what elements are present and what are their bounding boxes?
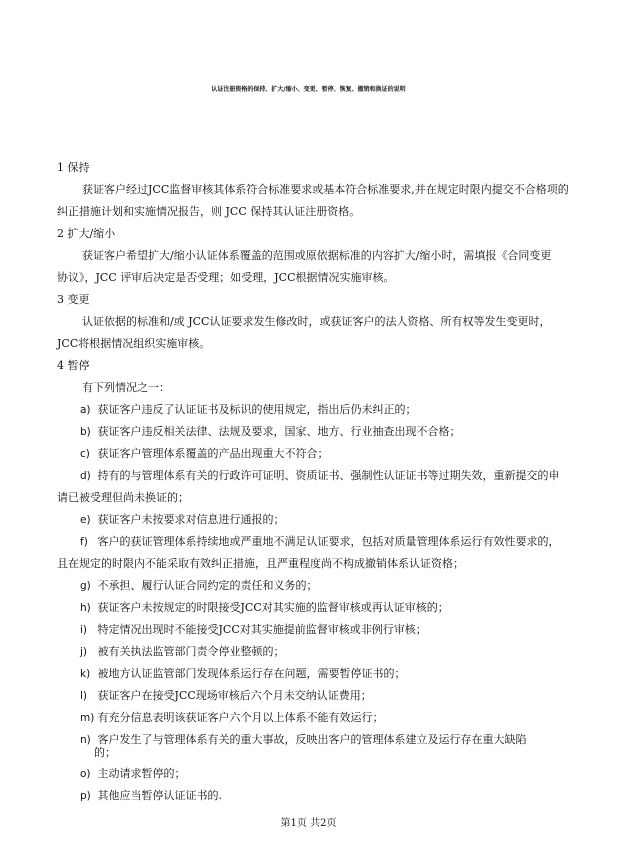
list-item: h) 获证客户未按规定的时限接受JCC对其实施的监督审核或再认证审核的； — [80, 601, 449, 614]
list-item: d) 持有的与管理体系有关的行政许可证明、资质证书、强制性认证证书等过期失效，重新提交的申 — [80, 469, 560, 482]
list-item-continuation: 的； — [94, 746, 116, 759]
section-1-line-1: 获证客户经过JCC监督审核其体系符合标准要求或基本符合标准要求,并在规定时限内提交不合格项的 — [82, 183, 569, 196]
section-3-line-2: JCC将根据情况组织实施审核。 — [57, 337, 211, 350]
list-item: j) 被有关执法监管部门责令停业整顿的； — [80, 645, 285, 658]
list-item: c) 获证客户管理体系覆盖的产品出现重大不符合； — [80, 447, 329, 460]
section-4-intro: 有下列情况之一： — [82, 381, 170, 394]
section-3-heading: 3 变更 — [57, 293, 90, 306]
list-item: n) 客户发生了与管理体系有关的重大事故，反映出客户的管理体系建立及运行存在重大缺陷 — [80, 733, 527, 746]
list-item: i) 特定情况出现时不能接受JCC对其实施提前监督审核或非例行审核； — [80, 623, 427, 636]
list-item: e) 获证客户未按要求对信息进行通报的； — [80, 513, 285, 526]
list-item: o) 主动请求暂停的； — [80, 767, 186, 780]
list-item: l) 获证客户在接受JCC现场审核后六个月未交纳认证费用； — [80, 689, 372, 702]
list-item-continuation: 且在规定的时限内不能采取有效纠正措施，且严重程度尚不构成撤销体系认证资格； — [57, 557, 464, 570]
section-2-line-1: 获证客户希望扩大/缩小认证体系覆盖的范围或原依据标准的内容扩大/缩小时，需填报《合同变更 — [82, 249, 552, 262]
section-2-line-2: 协议》，JCC 评审后决定是否受理；如受理，JCC根据情况实施审核。 — [57, 271, 395, 284]
list-item: p) 其他应当暂停认证证书的. — [80, 789, 222, 802]
section-4-heading: 4 暂停 — [57, 359, 90, 372]
section-3-line-1: 认证依据的标准和/或 JCC认证要求发生修改时，或获证客户的法人资格、所有权等发生变更时， — [82, 315, 551, 328]
list-item-continuation: 请已被受理但尚未换证的； — [57, 491, 189, 504]
list-item: k) 被地方认证监管部门发现体系运行存在问题，需要暂停证书的； — [80, 667, 406, 680]
list-item: a) 获证客户违反了认证证书及标识的使用规定，指出后仍未纠正的； — [80, 403, 417, 416]
document-title: 认证注册资格的保持、扩大/缩小、变更、暂停、恢复、撤销和换证的说明 — [211, 86, 406, 93]
page-footer: 第1页 共2页 — [280, 818, 337, 829]
section-1-heading: 1 保持 — [57, 161, 90, 174]
list-item: f) 客户的获证管理体系持续地或严重地不满足认证要求，包括对质量管理体系运行有效性要求的， — [80, 535, 560, 548]
section-1-line-2: 纠正措施计划和实施情况报告，则 JCC 保持其认证注册资格。 — [57, 205, 361, 218]
list-item: g) 不承担、履行认证合同约定的责任和义务的； — [80, 579, 318, 592]
list-item: m) 有充分信息表明该获证客户六个月以上体系不能有效运行； — [80, 711, 384, 724]
list-item: b) 获证客户违反相关法律、法规及要求，国家、地方、行业抽查出现不合格； — [80, 425, 461, 438]
section-2-heading: 2 扩大/缩小 — [57, 227, 116, 240]
